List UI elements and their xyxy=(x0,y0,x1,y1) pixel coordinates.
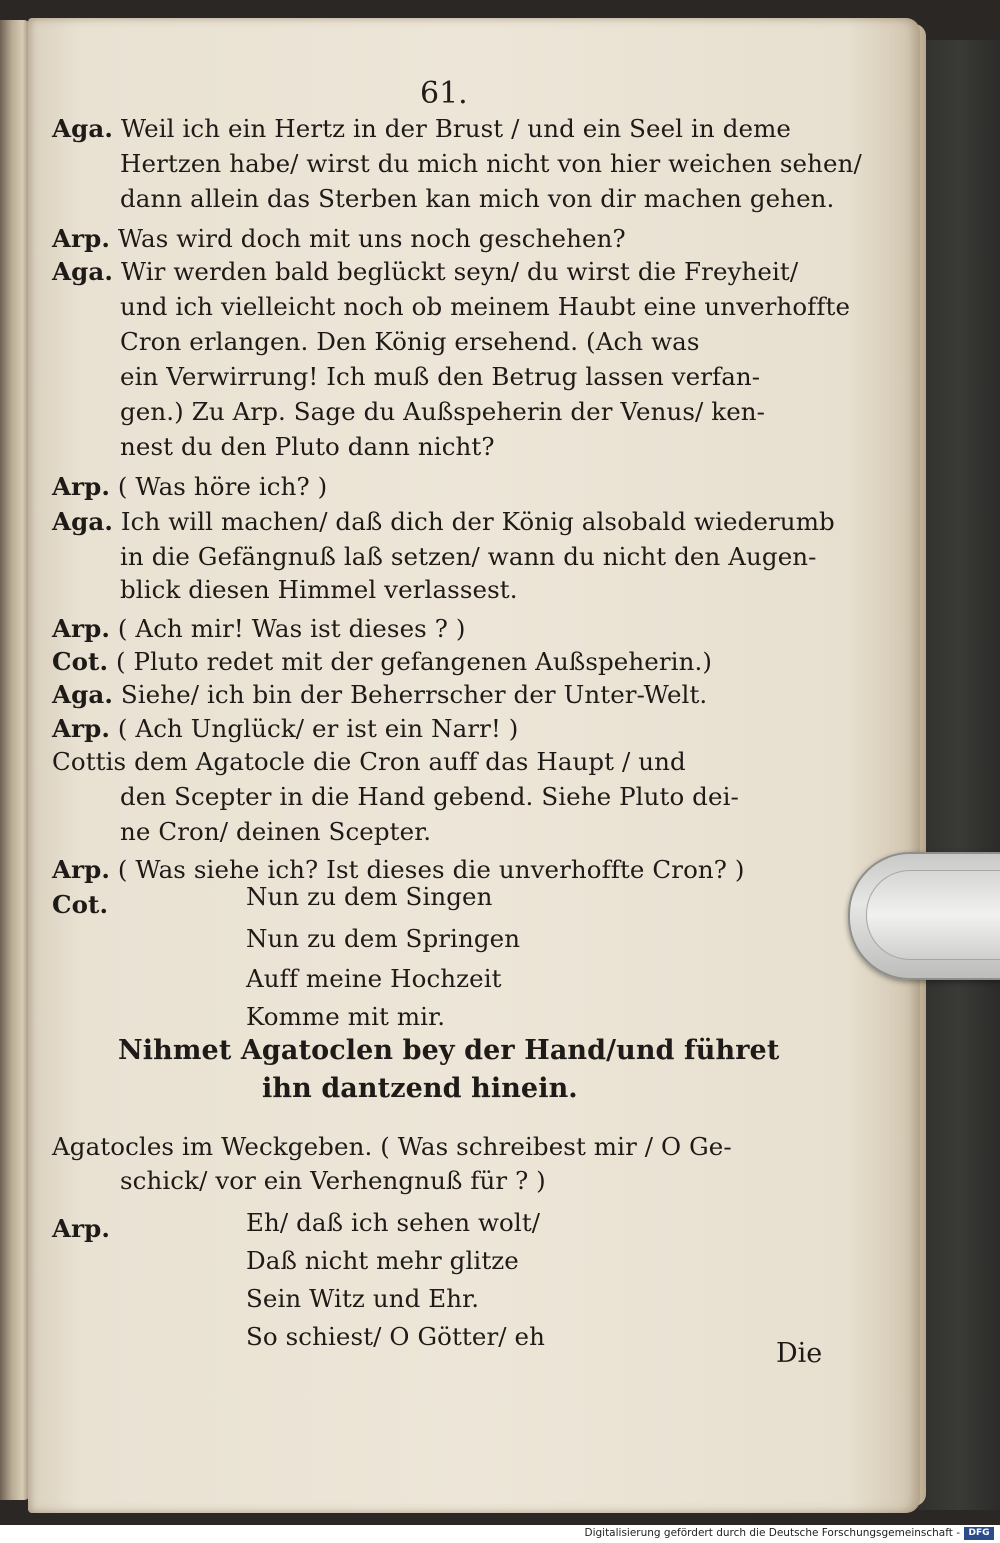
verse-line: Sein Witz und Ehr. xyxy=(246,1284,480,1313)
agatocles-line: schick/ vor ein Verhengnuß für ? ) xyxy=(120,1166,546,1195)
line-text: ne Cron/ deinen Scepter. xyxy=(120,817,432,846)
text-line xyxy=(120,430,495,464)
text-line xyxy=(52,745,686,779)
speaker-label: Aga. xyxy=(52,257,113,286)
verse-line: Nun zu dem Singen xyxy=(246,882,493,911)
line-text: Weil ich ein Hertz in der Brust / und ein Seel in deme xyxy=(120,114,792,143)
text-line xyxy=(120,540,817,574)
line-text: Hertzen habe/ wirst du mich nicht von hier weichen sehen/ xyxy=(120,149,862,178)
line-text: ( Ach mir! Was ist dieses ? ) xyxy=(117,614,466,643)
text-line xyxy=(120,573,518,607)
speaker-label: Cot. xyxy=(52,647,109,676)
verse-line: Daß nicht mehr glitze xyxy=(246,1246,519,1275)
line-text: ( Ach Unglück/ er ist ein Narr! ) xyxy=(117,714,519,743)
text-line xyxy=(120,815,431,849)
previous-page-edge xyxy=(0,20,30,1500)
arp-label: Arp. xyxy=(52,1214,110,1243)
line-text: den Scepter in die Hand gebend. Siehe Pluto dei- xyxy=(120,782,739,811)
speaker-label: Aga. xyxy=(52,507,113,536)
text-line xyxy=(120,325,700,359)
speaker-label: Arp. xyxy=(52,855,110,884)
line-text: Ich will machen/ daß dich der König alsobald wiederumb xyxy=(120,507,835,536)
agatocles-line: Agatocles im Weckgeben. ( Was schreibest mir / O Ge- xyxy=(52,1132,732,1161)
dfg-logo: DFG xyxy=(964,1527,994,1540)
verse-line: Komme mit mir. xyxy=(246,1002,446,1031)
text-line xyxy=(52,112,791,146)
line-text: dann allein das Sterben kan mich von dir machen gehen. xyxy=(120,184,835,213)
cot-label: Cot. xyxy=(52,890,109,919)
stage-direction-line: Nihmet Agatoclen bey der Hand/und führet xyxy=(118,1035,780,1066)
speaker-label: Aga. xyxy=(52,114,113,143)
line-text: ( Was höre ich? ) xyxy=(117,472,328,501)
speaker-label: Arp. xyxy=(52,614,110,643)
text-line xyxy=(52,222,626,256)
page-clip-inner xyxy=(866,870,1000,960)
text-line xyxy=(120,360,760,394)
text-line xyxy=(52,712,518,746)
speaker-label xyxy=(52,888,108,922)
line-text: nest du den Pluto dann nicht? xyxy=(120,432,495,461)
line-text: Cron erlangen. Den König ersehend. (Ach was xyxy=(120,327,700,356)
text-line xyxy=(52,645,712,679)
text-line xyxy=(52,255,798,289)
line-text: und ich vielleicht noch ob meinem Haubt eine unverhoffte xyxy=(120,292,851,321)
line-text: blick diesen Himmel verlassest. xyxy=(120,575,518,604)
line-text: Cottis dem Agatocle die Cron auff das Haupt / und xyxy=(52,747,686,776)
speaker-label: Arp. xyxy=(52,224,110,253)
text-line xyxy=(120,147,862,181)
text-line xyxy=(52,612,466,646)
text-line xyxy=(120,780,739,814)
scan-board xyxy=(918,40,1000,1510)
text-line xyxy=(52,505,835,539)
line-text: in die Gefängnuß laß setzen/ wann du nicht den Augen- xyxy=(120,542,817,571)
text-line xyxy=(120,290,850,324)
stage-direction-line: ihn dantzend hinein. xyxy=(262,1073,578,1104)
line-text: ( Pluto redet mit der gefangenen Außspeherin.) xyxy=(115,647,713,676)
catchword: Die xyxy=(776,1338,823,1369)
footer-credit: Digitalisierung gefördert durch die Deutsche Forschungsgemeinschaft - xyxy=(584,1527,960,1539)
page-number: 61. xyxy=(420,76,468,111)
line-text: Was wird doch mit uns noch geschehen? xyxy=(117,224,626,253)
line-text: ( Was siehe ich? Ist dieses die unverhoffte Cron? ) xyxy=(117,855,745,884)
text-line xyxy=(52,470,327,504)
page-clip xyxy=(848,852,1000,980)
text-line xyxy=(52,678,707,712)
speaker-label: Aga. xyxy=(52,680,113,709)
speaker-label xyxy=(52,1212,110,1246)
line-text: Wir werden bald beglückt seyn/ du wirst die Freyheit/ xyxy=(120,257,799,286)
line-text: ein Verwirrung! Ich muß den Betrug lassen verfan- xyxy=(120,362,761,391)
line-text: gen.) Zu Arp. Sage du Außspeherin der Venus/ ken- xyxy=(120,397,766,426)
speaker-label: Arp. xyxy=(52,472,110,501)
verse-line: Nun zu dem Springen xyxy=(246,924,521,953)
verse-line: Auff meine Hochzeit xyxy=(246,964,502,993)
verse-line: Eh/ daß ich sehen wolt/ xyxy=(246,1208,541,1237)
text-line xyxy=(120,395,765,429)
verse-line: So schiest/ O Götter/ eh xyxy=(246,1322,546,1351)
footer-bar xyxy=(0,1525,1000,1543)
line-text: Siehe/ ich bin der Beherrscher der Unter-Welt. xyxy=(120,680,708,709)
speaker-label: Arp. xyxy=(52,714,110,743)
text-line xyxy=(120,182,834,216)
